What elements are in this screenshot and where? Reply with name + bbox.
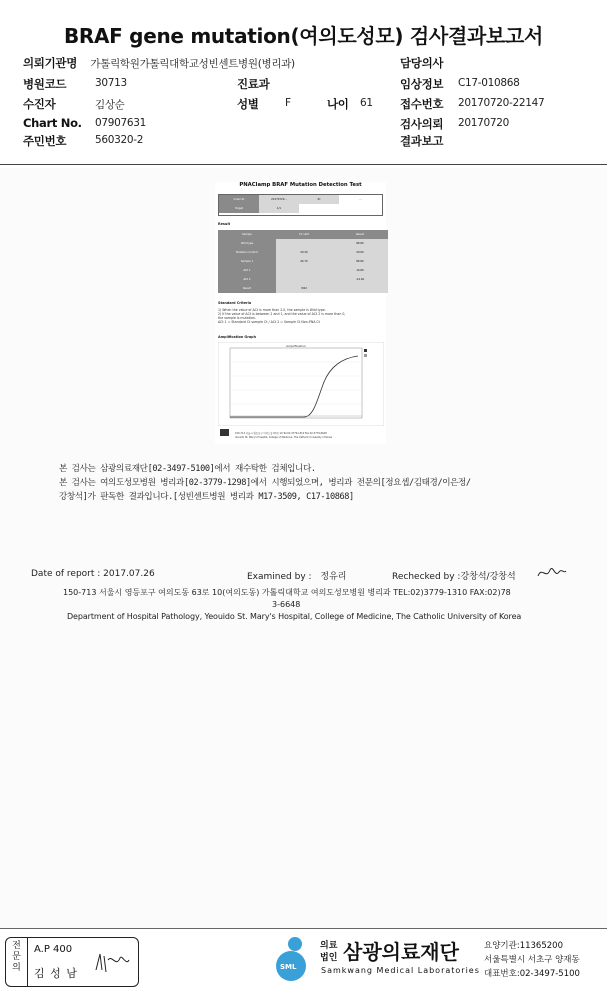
rechecked-by-value: 강창석/강창석: [460, 572, 516, 582]
sml-logo-text: SML: [280, 963, 297, 971]
stamp-side-char: 의: [12, 963, 21, 973]
embedded-report-title: PNAClamp BRAF Mutation Detection Test: [239, 182, 362, 188]
id-cell: ID: [299, 195, 339, 204]
foundation-prefix-line: 법인: [320, 953, 338, 963]
institution-row: [23, 55, 295, 71]
result-cell: 26.70: [276, 257, 332, 266]
result-cell: ΔCt 2: [218, 275, 276, 284]
examined-by: [247, 569, 347, 582]
stamp-side-char: 문: [12, 952, 21, 962]
report-label: 결과보고: [400, 134, 444, 148]
id-cell: 20170720...: [259, 195, 299, 204]
result-cell: [276, 266, 332, 275]
institution-value: 가톨릭학원가톨릭대학교성빈센트병원(병리과): [90, 58, 295, 70]
id-cell: 1/1: [259, 204, 299, 213]
date-of-report-value: 2017.07.26: [103, 569, 155, 579]
result-cell: [276, 275, 332, 284]
id-table: [218, 194, 383, 216]
foundation-address: 서울특별시 서초구 양재동: [484, 955, 580, 965]
criteria-line: 2) If the value of ΔCt is between 2 and 1, and the value of ΔCt 2 is more than 0,: [218, 312, 346, 316]
result-cell: 88.80: [332, 257, 388, 266]
doctor-label: 담당의사: [400, 56, 444, 70]
result-table: [218, 230, 388, 294]
result-cell: Wild type: [218, 239, 276, 248]
patient-label: 수진자: [23, 97, 56, 111]
id-cell: Target: [219, 204, 259, 213]
header-divider: [0, 164, 607, 165]
result-header-cell: Ct / ΔCt: [276, 230, 332, 239]
receipt-value: 20170720-22147: [458, 97, 545, 109]
result-cell: Mutation Control: [218, 248, 276, 257]
specialist-stamp: [5, 937, 139, 987]
stamp-code: A.P 400: [34, 944, 73, 955]
result-cell: 29.30: [276, 248, 332, 257]
resident-value: 560320-2: [95, 134, 144, 146]
age-value: 61: [360, 97, 373, 109]
embedded-logo: [220, 429, 229, 436]
stamp-signature: [92, 948, 132, 978]
result-cell: ΔCt 1: [218, 266, 276, 275]
sex-label: 성별: [237, 97, 259, 111]
signature: [536, 562, 568, 582]
request-label: 검사의뢰: [400, 117, 444, 131]
institution-label: 의뢰기관명: [23, 56, 78, 70]
result-cell: [332, 284, 388, 293]
graph-axis-title: Amplification: [286, 344, 306, 348]
result-cell: 88.80: [332, 239, 388, 248]
hospital-code-label: 병원코드: [23, 77, 67, 91]
sex-value: F: [285, 97, 291, 109]
note-line-3: 강창석]가 판독한 결과입니다.[성빈센트병원 병리과 M17-3509, C17-10868]: [59, 492, 354, 502]
criteria-line: ΔCt 1 = Standard Ct sample Ct / ΔCt 2 = Sample Ct Non-PNA Ct: [218, 320, 320, 324]
result-cell: Wild: [276, 284, 332, 293]
embedded-footer-line: 150-713 서울시 영등포구 여의도동 63로 10 Tel 02-3779-1310 Fax 02-3779-6648: [235, 432, 327, 435]
date-of-report-label: Date of report :: [31, 569, 101, 579]
id-cell: Index ID: [219, 195, 259, 204]
criteria-line: 1) When the value of ΔCt is more than 2.0, the sample is Wild type.: [218, 308, 326, 312]
examined-by-value: 정유리: [320, 572, 347, 582]
result-header-cell: Result: [332, 230, 388, 239]
date-of-report: [31, 569, 155, 579]
criteria-line: the sample is mutation.: [218, 316, 256, 320]
rechecked-by-label: Rechecked by :: [392, 572, 461, 582]
embedded-footer-line: Yeouido St. Mary's Hospital, College of Medicine, The Catholic University of Korea: [235, 436, 333, 439]
footer-divider: [0, 928, 607, 929]
result-header-cell: Sample: [218, 230, 276, 239]
stamp-side: [6, 938, 28, 986]
result-cell: 29.00: [332, 248, 388, 257]
result-cell: -14.40: [332, 275, 388, 284]
examined-by-label: Examined by :: [247, 572, 312, 582]
result-cell: Sample 1: [218, 257, 276, 266]
note-line-2: 본 검사는 여의도성모병원 병리과[02-3779-1298]에서 시행되었으며, 병리과 전문의[정요셉/김태경/이은정/: [59, 478, 471, 488]
chart-label: Chart No.: [23, 116, 82, 130]
stamp-name: 김 성 남: [34, 967, 78, 980]
graph-label: Amplification Graph: [218, 335, 257, 339]
resident-label: 주민번호: [23, 134, 67, 148]
result-cell: Result: [218, 284, 276, 293]
request-value: 20170720: [458, 117, 510, 129]
rechecked-by: [392, 569, 516, 582]
criteria-label: Standard Criteria: [218, 301, 252, 305]
result-cell: 16.80: [332, 266, 388, 275]
report-title: BRAF gene mutation(여의도성모) 검사결과보고서: [63, 24, 544, 48]
stamp-side-char: 전: [12, 941, 21, 951]
embedded-report: [215, 182, 386, 444]
foundation-prefix-line: 의료: [320, 941, 338, 951]
foundation-name: 삼광의료재단: [343, 940, 459, 964]
address-line-1: 150-713 서울시 영등포구 여의도동 63로 10(여의도동) 가톨릭대학교 여의도성모병원 병리과 TEL:02)3779-1310 FAX:02)78: [63, 588, 511, 597]
foundation-english: Samkwang Medical Laboratories: [321, 966, 480, 975]
address-line-2: 3-6648: [272, 600, 301, 609]
age-label: 나이: [327, 97, 349, 111]
clinical-info-value: C17-010868: [458, 77, 520, 89]
sml-logo: [272, 937, 318, 987]
amplification-graph: [218, 342, 384, 426]
note-line-1: 본 검사는 삼광의료재단[02-3497-5100]에서 재수탁한 검체입니다.: [59, 464, 316, 474]
result-cell: [276, 239, 332, 248]
clinical-info-label: 임상정보: [400, 77, 444, 91]
receipt-label: 접수번호: [400, 97, 444, 111]
id-cell: ...: [359, 198, 362, 201]
address-line-3: Department of Hospital Pathology, Yeouido St. Mary's Hospital, College of Medicine, The Catholic University of Korea: [67, 612, 522, 621]
dept-label: 진료과: [237, 77, 270, 91]
foundation-prefix: [320, 940, 337, 964]
phone-line: 대표번호:02-3497-5100: [484, 969, 580, 979]
hospital-code-value: 30713: [95, 77, 127, 89]
license-line: 요양기관:11365200: [484, 941, 563, 951]
result-label: Result: [218, 222, 231, 226]
chart-value: 07907631: [95, 117, 147, 129]
patient-value: 김상순: [95, 99, 125, 111]
